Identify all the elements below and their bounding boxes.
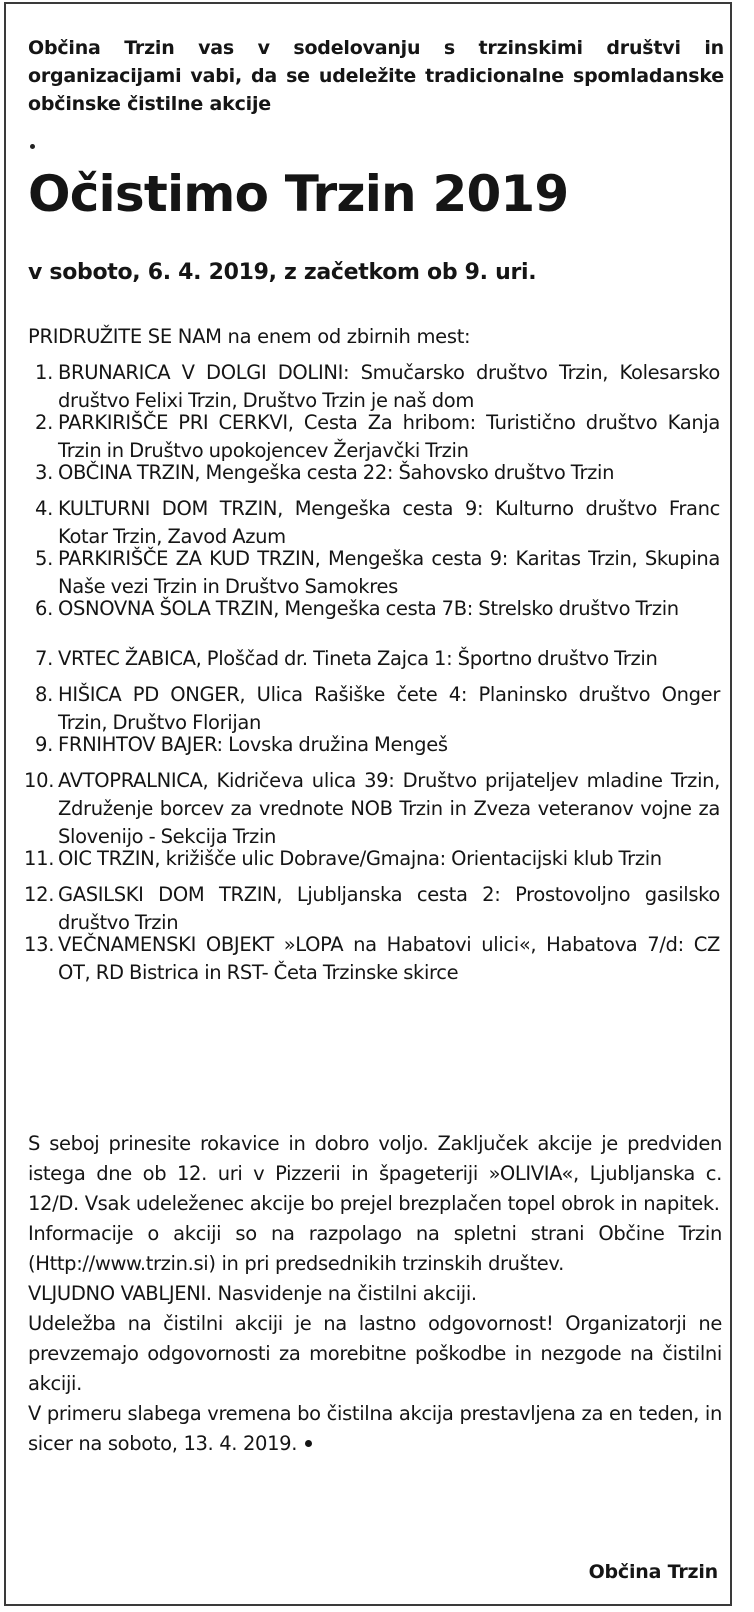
list-item [6, 409, 730, 462]
list-item [6, 931, 730, 984]
closing-text [28, 1129, 722, 1459]
item-number: 8. [34, 683, 53, 706]
item-number: 9. [34, 733, 53, 756]
list-item [6, 595, 730, 645]
page-title: Očistimo Trzin 2019 [28, 165, 569, 223]
closing-paragraph [28, 1399, 722, 1459]
item-text: OSNOVNA ŠOLA TRZIN, Mengeška cesta 7B: Strelsko društvo Trzin [58, 597, 679, 620]
list-item [6, 645, 730, 681]
closing-last-text: V primeru slabega vremena bo čistilna akcija prestavljena za en teden, in sicer na soboto, 13. 4. 2019. [28, 1402, 722, 1455]
item-text: VRTEC ŽABICA, Ploščad dr. Tineta Zajca 1: Športno društvo Trzin [58, 647, 658, 670]
list-item [6, 359, 730, 412]
list-item [6, 459, 730, 495]
item-number: 4. [34, 497, 53, 520]
closing-paragraph: VLJUDNO VABLJENI. Nasvidenje na čistilni akciji. [28, 1282, 477, 1305]
item-text: GASILSKI DOM TRZIN, Ljubljanska cesta 2: Prostovoljno gasilsko društvo Trzin [58, 883, 720, 934]
list-lead: PRIDRUŽITE SE NAM na enem od zbirnih mest: [28, 325, 471, 348]
intro-text: Občina Trzin vas v sodelovanju s trzinskimi društvi in organizacijami vabi, da se udeležite tradicionalne spomladanske občinske čistilne akcije [28, 37, 724, 115]
item-text: AVTOPRALNICA, Kidričeva ulica 39: Društvo prijateljev mladine Trzin, Združenje borcev za vrednote NOB Trzin in Zveza veteranov vojne za Slovenijo - Sekcija Trzin [58, 769, 720, 848]
closing-paragraph: S seboj prinesite rokavice in dobro voljo. Zaključek akcije je predviden istega dne ob 12. uri v Pizzerii in špageteriji »OLIVIA«, Ljubljanska c. 12/D. Vsak udeleženec akcije bo prejel brezplačen topel obrok in napitek. [28, 1132, 722, 1215]
item-text: HIŠICA PD ONGER, Ulica Rašiške čete 4: Planinsko društvo Onger Trzin, Društvo Florijan [58, 683, 720, 734]
list-item [6, 495, 730, 548]
item-text: KULTURNI DOM TRZIN, Mengeška cesta 9: Kulturno društvo Franc Kotar Trzin, Zavod Azum [58, 497, 720, 548]
item-text: FRNIHTOV BAJER: Lovska družina Mengeš [58, 733, 448, 756]
list-item [6, 731, 730, 767]
item-text: PARKIRIŠČE ZA KUD TRZIN, Mengeška cesta 9: Karitas Trzin, Skupina Naše vezi Trzin in Društvo Samokres [58, 547, 720, 598]
item-text: PARKIRIŠČE PRI CERKVI, Cesta Za hribom: Turistično društvo Kanja Trzin in Društvo upokojencev Žerjavčki Trzin [58, 411, 720, 462]
list-item [6, 545, 730, 598]
list-item [6, 681, 730, 734]
item-text: OIC TRZIN, križišče ulic Dobrave/Gmajna: Orientacijski klub Trzin [58, 847, 662, 870]
locations-list [6, 359, 730, 984]
notice-frame [4, 2, 732, 1606]
item-number: 10. [24, 769, 55, 792]
list-item [6, 881, 730, 934]
item-number: 1. [34, 361, 53, 384]
item-number: 13. [24, 933, 55, 956]
item-number: 12. [24, 883, 55, 906]
list-item [6, 845, 730, 881]
item-number: 6. [34, 597, 53, 620]
item-number: 3. [34, 461, 53, 484]
item-text: OBČINA TRZIN, Mengeška cesta 22: Šahovsko društvo Trzin [58, 461, 615, 484]
item-number: 2. [34, 411, 53, 434]
closing-paragraph: Informacije o akciji so na razpolago na spletni strani Občine Trzin (Http://www.trzin.si) in pri predsednikih trzinskih društev. [28, 1222, 722, 1275]
list-item [6, 767, 730, 848]
decorative-dot [30, 144, 35, 149]
end-bullet-icon [305, 1440, 312, 1447]
signature: Občina Trzin [588, 1561, 718, 1583]
closing-paragraph: Udeležba na čistilni akciji je na lastno odgovornost! Organizatorji ne prevzemajo odgovornosti za morebitne poškodbe in nezgode na čistilni akciji. [28, 1312, 722, 1395]
event-date: v soboto, 6. 4. 2019, z začetkom ob 9. uri. [28, 260, 537, 285]
item-text: BRUNARICA V DOLGI DOLINI: Smučarsko društvo Trzin, Kolesarsko društvo Felixi Trzin, Društvo Trzin je naš dom [58, 361, 720, 412]
item-number: 5. [34, 547, 53, 570]
item-text: VEČNAMENSKI OBJEKT »LOPA na Habatovi ulici«, Habatova 7/d: CZ OT, RD Bistrica in RST- Četa Trzinske skirce [58, 933, 720, 984]
item-number: 7. [34, 647, 53, 670]
item-number: 11. [24, 847, 55, 870]
